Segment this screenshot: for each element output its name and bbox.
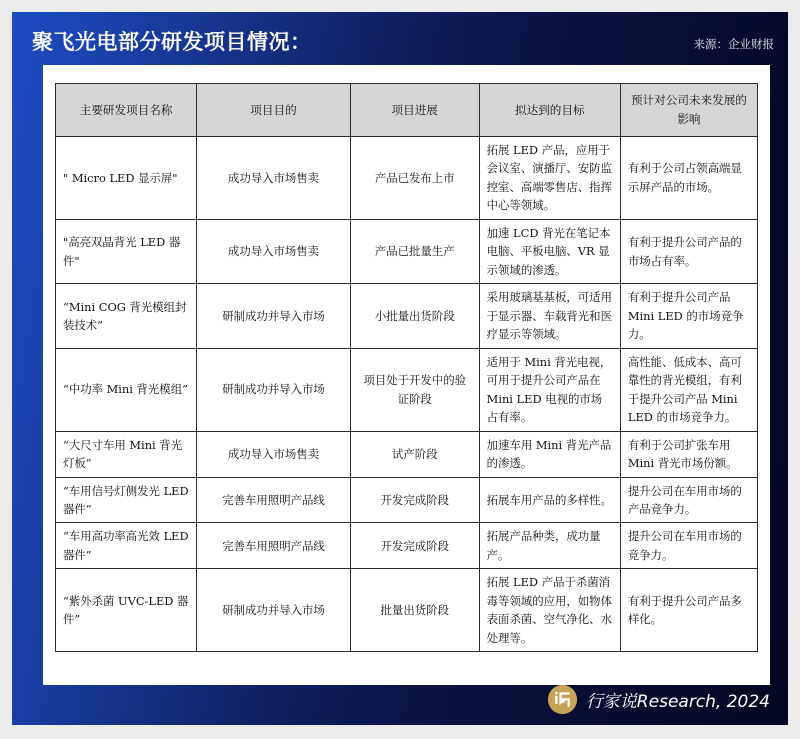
cell-progress: 产品已批量生产 xyxy=(350,219,479,283)
cell-goal: 拓展产品种类，成功量产。 xyxy=(479,523,620,569)
cell-project-name: "高亮双晶背光 LED 器件" xyxy=(56,219,197,283)
cell-goal: 采用玻璃基基板，可适用于显示器、车载背光和医疗显示等领域。 xyxy=(479,284,620,348)
table-row xyxy=(56,284,758,348)
table-row xyxy=(56,431,758,477)
table-row xyxy=(56,477,758,523)
table-body xyxy=(56,137,758,652)
cell-progress: 产品已发布上市 xyxy=(350,137,479,220)
cell-goal: 拓展车用产品的多样性。 xyxy=(479,477,620,523)
cell-progress: 试产阶段 xyxy=(350,431,479,477)
cell-project-name: “中功率 Mini 背光模组” xyxy=(56,348,197,431)
table-row xyxy=(56,523,758,569)
brand-label: 行家说Research, 2024 xyxy=(585,691,770,712)
cell-impact: 有利于提升公司产品多样化。 xyxy=(620,569,757,652)
cell-purpose: 研制成功并导入市场 xyxy=(197,348,351,431)
column-header-impact: 预计对公司未来发展的影响 xyxy=(620,84,757,137)
cell-goal: 拓展 LED 产品于杀菌消毒等领域的应用，如物体表面杀菌、空气净化、水处理等。 xyxy=(479,569,620,652)
slide-header xyxy=(12,12,788,64)
cell-impact: 高性能、低成本、高可靠性的背光模组，有利于提升公司产品 Mini LED 的市场竞争力。 xyxy=(620,348,757,431)
research-projects-table xyxy=(55,83,758,652)
cell-impact: 有利于公司占领高端显示屏产品的市场。 xyxy=(620,137,757,220)
page-title: 聚飞光电部分研发项目情况： xyxy=(32,30,312,54)
column-header-project-name: 主要研发项目名称 xyxy=(56,84,197,137)
cell-goal: 拓展 LED 产品，应用于会议室、演播厅、安防监控室、高端零售店、指挥中心等领域。 xyxy=(479,137,620,220)
cell-impact: 有利于公司扩张车用 Mini 背光市场份额。 xyxy=(620,431,757,477)
cell-goal: 适用于 Mini 背光电视，可用于提升公司产品在 Mini LED 电视的市场占有率。 xyxy=(479,348,620,431)
cell-goal: 加速车用 Mini 背光产品的渗透。 xyxy=(479,431,620,477)
cell-purpose: 完善车用照明产品线 xyxy=(197,523,351,569)
cell-project-name: “车用信号灯侧发光 LED 器件” xyxy=(56,477,197,523)
cell-purpose: 成功导入市场售卖 xyxy=(197,219,351,283)
table-card xyxy=(43,65,770,685)
cell-progress: 开发完成阶段 xyxy=(350,523,479,569)
slide-canvas xyxy=(12,12,788,725)
table-row xyxy=(56,348,758,431)
cell-purpose: 成功导入市场售卖 xyxy=(197,431,351,477)
cell-impact: 提升公司在车用市场的产品竞争力。 xyxy=(620,477,757,523)
cell-project-name: “大尺寸车用 Mini 背光灯板” xyxy=(56,431,197,477)
column-header-goal: 拟达到的目标 xyxy=(479,84,620,137)
cell-impact: 有利于提升公司产品的市场占有率。 xyxy=(620,219,757,283)
cell-progress: 批量出货阶段 xyxy=(350,569,479,652)
cell-progress: 项目处于开发中的验证阶段 xyxy=(350,348,479,431)
cell-purpose: 研制成功并导入市场 xyxy=(197,569,351,652)
cell-purpose: 研制成功并导入市场 xyxy=(197,284,351,348)
cell-goal: 加速 LCD 背光在笔记本电脑、平板电脑、VR 显示领域的渗透。 xyxy=(479,219,620,283)
cell-progress: 小批量出货阶段 xyxy=(350,284,479,348)
cell-project-name: “车用高功率高光效 LED 器件” xyxy=(56,523,197,569)
table-row xyxy=(56,219,758,283)
table-row xyxy=(56,137,758,220)
cell-project-name: “Mini COG 背光模组封装技术” xyxy=(56,284,197,348)
cell-purpose: 成功导入市场售卖 xyxy=(197,137,351,220)
cell-project-name: “紫外杀菌 UVC-LED 器件” xyxy=(56,569,197,652)
table-row xyxy=(56,569,758,652)
table-header-row xyxy=(56,84,758,137)
source-label: 来源：企业财报 xyxy=(693,37,774,51)
cell-impact: 提升公司在车用市场的竞争力。 xyxy=(620,523,757,569)
brand-footer xyxy=(548,683,770,715)
column-header-purpose: 项目目的 xyxy=(197,84,351,137)
cell-project-name: " Micro LED 显示屏" xyxy=(56,137,197,220)
cell-purpose: 完善车用照明产品线 xyxy=(197,477,351,523)
cell-impact: 有利于提升公司产品 Mini LED 的市场竞争力。 xyxy=(620,284,757,348)
hangjiashuo-logo-icon xyxy=(548,685,577,714)
column-header-progress: 项目进展 xyxy=(350,84,479,137)
cell-progress: 开发完成阶段 xyxy=(350,477,479,523)
